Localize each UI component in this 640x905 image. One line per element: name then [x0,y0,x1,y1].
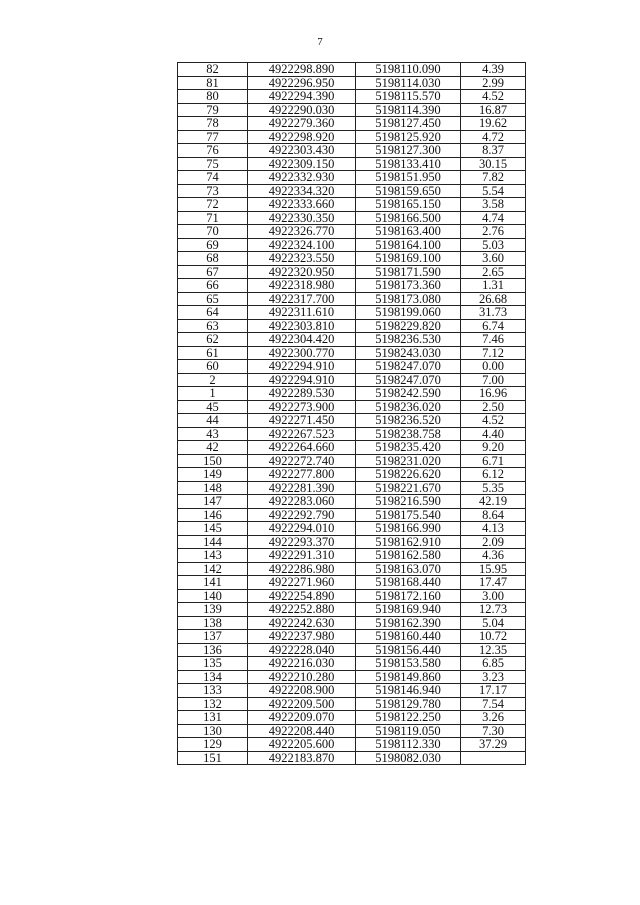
table-row [178,738,526,752]
table-row [178,306,526,320]
x-coordinate-cell: 4922303.430 [248,144,356,158]
y-coordinate-cell: 5198133.410 [356,157,461,171]
x-coordinate-cell: 4922326.770 [248,225,356,239]
x-coordinate-cell: 4922291.310 [248,549,356,563]
y-coordinate-cell: 5198149.860 [356,670,461,684]
table-row [178,562,526,576]
point-number-cell: 130 [178,724,248,738]
table-row [178,400,526,414]
y-coordinate-cell: 5198199.060 [356,306,461,320]
table-row [178,184,526,198]
point-number-cell: 129 [178,738,248,752]
y-coordinate-cell: 5198168.440 [356,576,461,590]
distance-cell: 3.00 [461,589,526,603]
x-coordinate-cell: 4922323.550 [248,252,356,266]
x-coordinate-cell: 4922330.350 [248,211,356,225]
y-coordinate-cell: 5198119.050 [356,724,461,738]
y-coordinate-cell: 5198114.030 [356,76,461,90]
distance-cell: 10.72 [461,630,526,644]
point-number-cell: 131 [178,711,248,725]
y-coordinate-cell: 5198236.020 [356,400,461,414]
point-number-cell: 63 [178,319,248,333]
table-row [178,535,526,549]
table-row [178,454,526,468]
distance-cell: 17.47 [461,576,526,590]
x-coordinate-cell: 4922208.900 [248,684,356,698]
distance-cell: 26.68 [461,292,526,306]
table-row [178,481,526,495]
point-number-cell: 1 [178,387,248,401]
point-number-cell: 42 [178,441,248,455]
x-coordinate-cell: 4922208.440 [248,724,356,738]
x-coordinate-cell: 4922209.500 [248,697,356,711]
x-coordinate-cell: 4922183.870 [248,751,356,765]
distance-cell: 6.74 [461,319,526,333]
point-number-cell: 61 [178,346,248,360]
x-coordinate-cell: 4922228.040 [248,643,356,657]
y-coordinate-cell: 5198162.910 [356,535,461,549]
distance-cell: 2.09 [461,535,526,549]
x-coordinate-cell: 4922290.030 [248,103,356,117]
distance-cell: 4.13 [461,522,526,536]
table-row [178,468,526,482]
x-coordinate-cell: 4922294.910 [248,373,356,387]
y-coordinate-cell: 5198127.450 [356,117,461,131]
table-row [178,522,526,536]
distance-cell: 7.82 [461,171,526,185]
y-coordinate-cell: 5198159.650 [356,184,461,198]
x-coordinate-cell: 4922205.600 [248,738,356,752]
table-row [178,724,526,738]
point-number-cell: 70 [178,225,248,239]
y-coordinate-cell: 5198114.390 [356,103,461,117]
y-coordinate-cell: 5198231.020 [356,454,461,468]
x-coordinate-cell: 4922267.523 [248,427,356,441]
table-row [178,657,526,671]
table-row [178,441,526,455]
table-row [178,549,526,563]
distance-cell: 9.20 [461,441,526,455]
distance-cell: 1.31 [461,279,526,293]
table-row [178,508,526,522]
point-number-cell: 136 [178,643,248,657]
point-number-cell: 133 [178,684,248,698]
distance-cell: 4.52 [461,90,526,104]
table-row [178,360,526,374]
point-number-cell: 148 [178,481,248,495]
table-row [178,319,526,333]
y-coordinate-cell: 5198110.090 [356,63,461,77]
y-coordinate-cell: 5198169.100 [356,252,461,266]
x-coordinate-cell: 4922216.030 [248,657,356,671]
distance-cell: 3.58 [461,198,526,212]
y-coordinate-cell: 5198166.500 [356,211,461,225]
table-row [178,697,526,711]
y-coordinate-cell: 5198146.940 [356,684,461,698]
point-number-cell: 79 [178,103,248,117]
table-row [178,157,526,171]
distance-cell: 7.00 [461,373,526,387]
distance-cell: 19.62 [461,117,526,131]
point-number-cell: 77 [178,130,248,144]
point-number-cell: 43 [178,427,248,441]
distance-cell: 31.73 [461,306,526,320]
distance-cell: 3.23 [461,670,526,684]
y-coordinate-cell: 5198247.070 [356,360,461,374]
table-row [178,76,526,90]
distance-cell: 2.76 [461,225,526,239]
distance-cell: 16.96 [461,387,526,401]
point-number-cell: 82 [178,63,248,77]
point-number-cell: 81 [178,76,248,90]
distance-cell: 5.35 [461,481,526,495]
distance-cell: 5.04 [461,616,526,630]
x-coordinate-cell: 4922273.900 [248,400,356,414]
x-coordinate-cell: 4922332.930 [248,171,356,185]
point-number-cell: 144 [178,535,248,549]
x-coordinate-cell: 4922279.360 [248,117,356,131]
distance-cell: 3.26 [461,711,526,725]
x-coordinate-cell: 4922324.100 [248,238,356,252]
point-number-cell: 60 [178,360,248,374]
distance-cell: 15.95 [461,562,526,576]
y-coordinate-cell: 5198165.150 [356,198,461,212]
y-coordinate-cell: 5198162.580 [356,549,461,563]
distance-cell: 5.54 [461,184,526,198]
y-coordinate-cell: 5198156.440 [356,643,461,657]
point-number-cell: 151 [178,751,248,765]
x-coordinate-cell: 4922277.800 [248,468,356,482]
y-coordinate-cell: 5198082.030 [356,751,461,765]
point-number-cell: 78 [178,117,248,131]
y-coordinate-cell: 5198164.100 [356,238,461,252]
x-coordinate-cell: 4922271.450 [248,414,356,428]
table-row [178,414,526,428]
y-coordinate-cell: 5198163.070 [356,562,461,576]
table-row [178,279,526,293]
x-coordinate-cell: 4922294.010 [248,522,356,536]
point-number-cell: 138 [178,616,248,630]
distance-cell: 5.03 [461,238,526,252]
point-number-cell: 143 [178,549,248,563]
x-coordinate-cell: 4922254.890 [248,589,356,603]
x-coordinate-cell: 4922293.370 [248,535,356,549]
table-row [178,252,526,266]
y-coordinate-cell: 5198242.590 [356,387,461,401]
distance-cell: 6.71 [461,454,526,468]
x-coordinate-cell: 4922300.770 [248,346,356,360]
distance-cell: 4.36 [461,549,526,563]
distance-cell: 42.19 [461,495,526,509]
point-number-cell: 150 [178,454,248,468]
y-coordinate-cell: 5198122.250 [356,711,461,725]
y-coordinate-cell: 5198221.670 [356,481,461,495]
x-coordinate-cell: 4922283.060 [248,495,356,509]
distance-cell: 4.39 [461,63,526,77]
y-coordinate-cell: 5198171.590 [356,265,461,279]
y-coordinate-cell: 5198236.520 [356,414,461,428]
distance-cell: 7.54 [461,697,526,711]
distance-cell: 2.65 [461,265,526,279]
point-number-cell: 69 [178,238,248,252]
distance-cell: 30.15 [461,157,526,171]
table-row [178,751,526,765]
x-coordinate-cell: 4922294.910 [248,360,356,374]
y-coordinate-cell: 5198175.540 [356,508,461,522]
distance-cell: 12.73 [461,603,526,617]
distance-cell: 7.46 [461,333,526,347]
table-row [178,346,526,360]
table-row [178,103,526,117]
point-number-cell: 73 [178,184,248,198]
x-coordinate-cell: 4922298.920 [248,130,356,144]
table-row [178,643,526,657]
distance-cell: 7.30 [461,724,526,738]
distance-cell: 12.35 [461,643,526,657]
table-row [178,387,526,401]
y-coordinate-cell: 5198169.940 [356,603,461,617]
point-number-cell: 146 [178,508,248,522]
distance-cell [461,751,526,765]
x-coordinate-cell: 4922242.630 [248,616,356,630]
point-number-cell: 141 [178,576,248,590]
x-coordinate-cell: 4922292.790 [248,508,356,522]
x-coordinate-cell: 4922272.740 [248,454,356,468]
point-number-cell: 68 [178,252,248,266]
y-coordinate-cell: 5198125.920 [356,130,461,144]
table-row [178,171,526,185]
distance-cell: 6.85 [461,657,526,671]
point-number-cell: 62 [178,333,248,347]
point-number-cell: 134 [178,670,248,684]
y-coordinate-cell: 5198226.620 [356,468,461,482]
x-coordinate-cell: 4922298.890 [248,63,356,77]
x-coordinate-cell: 4922264.660 [248,441,356,455]
y-coordinate-cell: 5198115.570 [356,90,461,104]
point-number-cell: 45 [178,400,248,414]
x-coordinate-cell: 4922320.950 [248,265,356,279]
point-number-cell: 132 [178,697,248,711]
distance-cell: 8.64 [461,508,526,522]
table-row [178,144,526,158]
table-row [178,117,526,131]
distance-cell: 6.12 [461,468,526,482]
distance-cell: 4.40 [461,427,526,441]
y-coordinate-cell: 5198247.070 [356,373,461,387]
point-number-cell: 71 [178,211,248,225]
point-number-cell: 74 [178,171,248,185]
point-number-cell: 147 [178,495,248,509]
point-number-cell: 135 [178,657,248,671]
y-coordinate-cell: 5198163.400 [356,225,461,239]
x-coordinate-cell: 4922237.980 [248,630,356,644]
y-coordinate-cell: 5198173.360 [356,279,461,293]
x-coordinate-cell: 4922318.980 [248,279,356,293]
x-coordinate-cell: 4922271.960 [248,576,356,590]
point-number-cell: 139 [178,603,248,617]
y-coordinate-cell: 5198243.030 [356,346,461,360]
y-coordinate-cell: 5198153.580 [356,657,461,671]
table-row [178,333,526,347]
table-row [178,670,526,684]
x-coordinate-cell: 4922304.420 [248,333,356,347]
x-coordinate-cell: 4922281.390 [248,481,356,495]
y-coordinate-cell: 5198162.390 [356,616,461,630]
distance-cell: 17.17 [461,684,526,698]
point-number-cell: 142 [178,562,248,576]
x-coordinate-cell: 4922296.950 [248,76,356,90]
x-coordinate-cell: 4922286.980 [248,562,356,576]
table-row [178,684,526,698]
table-row [178,373,526,387]
distance-cell: 4.72 [461,130,526,144]
point-number-cell: 149 [178,468,248,482]
table-row [178,63,526,77]
point-number-cell: 80 [178,90,248,104]
point-number-cell: 75 [178,157,248,171]
page-number: 7 [317,36,323,48]
y-coordinate-cell: 5198166.990 [356,522,461,536]
coordinates-table [177,62,526,765]
y-coordinate-cell: 5198112.330 [356,738,461,752]
table-row [178,495,526,509]
point-number-cell: 76 [178,144,248,158]
distance-cell: 16.87 [461,103,526,117]
y-coordinate-cell: 5198229.820 [356,319,461,333]
x-coordinate-cell: 4922333.660 [248,198,356,212]
distance-cell: 7.12 [461,346,526,360]
x-coordinate-cell: 4922311.610 [248,306,356,320]
point-number-cell: 145 [178,522,248,536]
table-row [178,576,526,590]
table-row [178,265,526,279]
table-row [178,211,526,225]
distance-cell: 37.29 [461,738,526,752]
point-number-cell: 64 [178,306,248,320]
coordinates-table-body [178,63,526,765]
x-coordinate-cell: 4922294.390 [248,90,356,104]
x-coordinate-cell: 4922309.150 [248,157,356,171]
point-number-cell: 72 [178,198,248,212]
point-number-cell: 67 [178,265,248,279]
y-coordinate-cell: 5198151.950 [356,171,461,185]
x-coordinate-cell: 4922210.280 [248,670,356,684]
point-number-cell: 44 [178,414,248,428]
distance-cell: 8.37 [461,144,526,158]
x-coordinate-cell: 4922209.070 [248,711,356,725]
y-coordinate-cell: 5198236.530 [356,333,461,347]
distance-cell: 2.50 [461,400,526,414]
point-number-cell: 65 [178,292,248,306]
x-coordinate-cell: 4922334.320 [248,184,356,198]
point-number-cell: 66 [178,279,248,293]
y-coordinate-cell: 5198216.590 [356,495,461,509]
y-coordinate-cell: 5198129.780 [356,697,461,711]
x-coordinate-cell: 4922317.700 [248,292,356,306]
x-coordinate-cell: 4922303.810 [248,319,356,333]
y-coordinate-cell: 5198160.440 [356,630,461,644]
point-number-cell: 137 [178,630,248,644]
table-row [178,130,526,144]
distance-cell: 2.99 [461,76,526,90]
point-number-cell: 140 [178,589,248,603]
distance-cell: 4.74 [461,211,526,225]
x-coordinate-cell: 4922289.530 [248,387,356,401]
x-coordinate-cell: 4922252.880 [248,603,356,617]
y-coordinate-cell: 5198238.758 [356,427,461,441]
distance-cell: 3.60 [461,252,526,266]
y-coordinate-cell: 5198235.420 [356,441,461,455]
distance-cell: 4.52 [461,414,526,428]
table-row [178,198,526,212]
table-row [178,630,526,644]
y-coordinate-cell: 5198172.160 [356,589,461,603]
distance-cell: 0.00 [461,360,526,374]
point-number-cell: 2 [178,373,248,387]
y-coordinate-cell: 5198173.080 [356,292,461,306]
table-row [178,292,526,306]
table-row [178,238,526,252]
y-coordinate-cell: 5198127.300 [356,144,461,158]
table-row [178,589,526,603]
table-row [178,603,526,617]
table-row [178,90,526,104]
table-row [178,616,526,630]
table-row [178,711,526,725]
table-row [178,427,526,441]
table-row [178,225,526,239]
